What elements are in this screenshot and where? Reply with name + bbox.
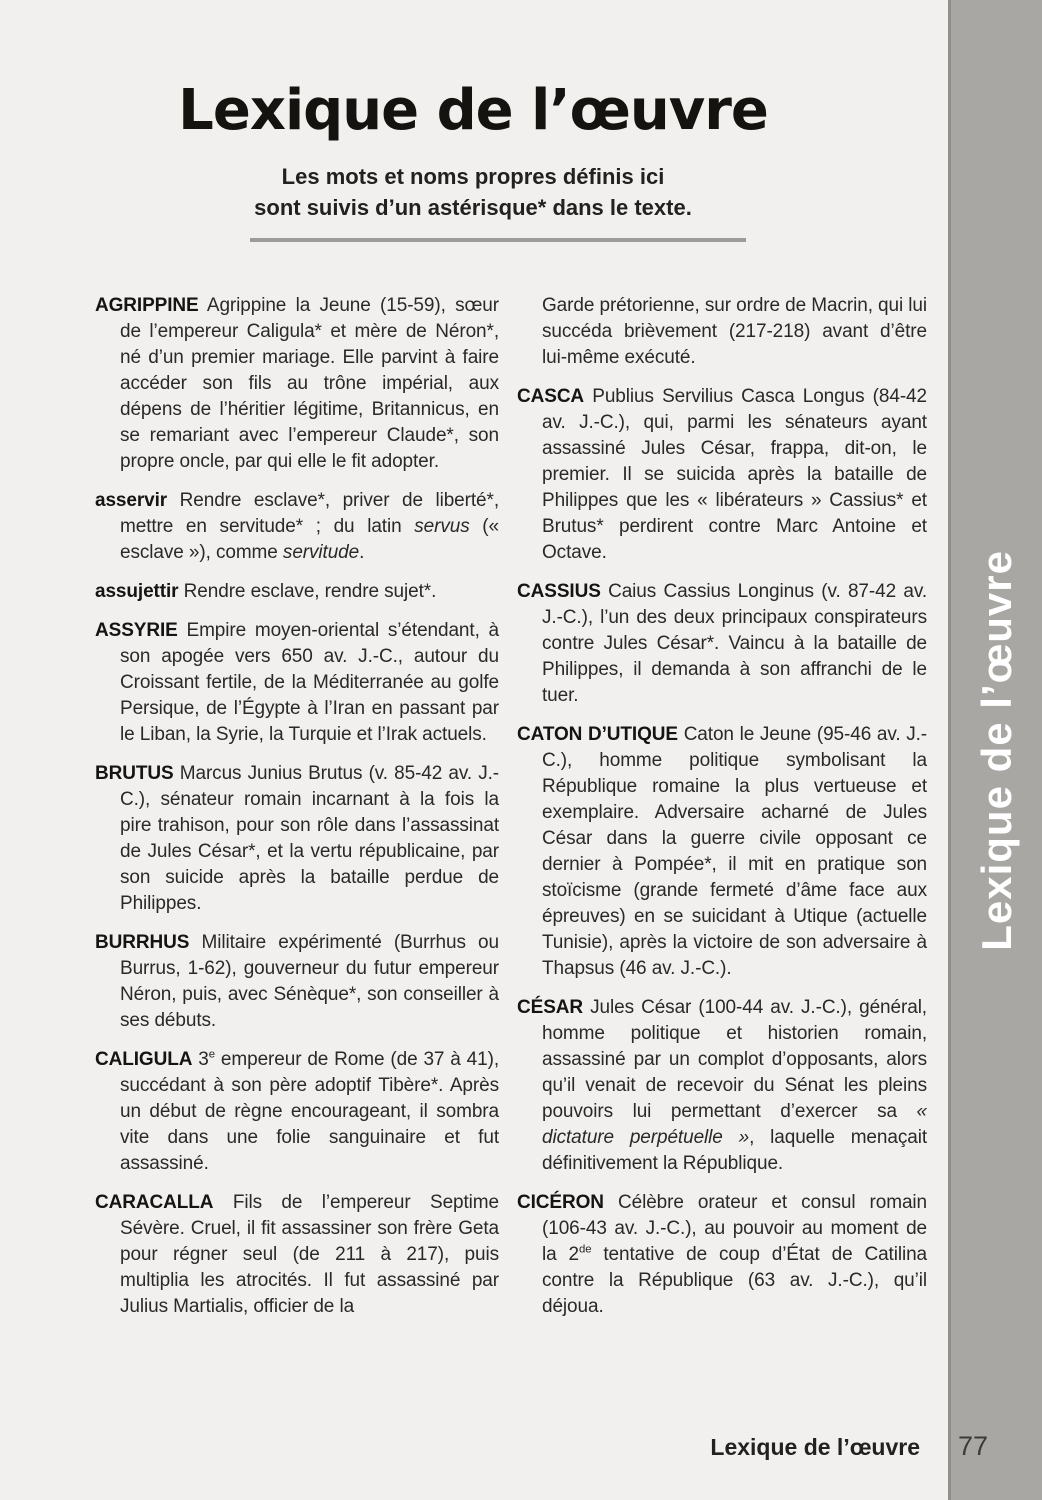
glossary-term: ASSYRIE [95, 620, 178, 641]
page-number: 77 [958, 1431, 989, 1461]
glossary-column-left [95, 293, 499, 1425]
glossary-entry: CARACALLA Fils de l’empereur Septime Sévère. Cruel, il fit assassiner son frère Geta pour régner seul (de 211 à 217), puis multiplia les atrocités. Il fut assassiné par Julius Martialis, officier de la [95, 1192, 499, 1317]
subtitle-line-2: sont suivis d’un astérisque* dans le texte. [254, 195, 692, 220]
glossary-entry: CATON D’UTIQUE Caton le Jeune (95-46 av. J.-C.), homme politique symbolisant la République romaine la plus vertueuse et exemplaire. Adversaire acharné de Jules César dans la guerre civile opposant ce dernier à Pompée*, il mit en pratique son stoïcisme (grande fermeté d’âme face aux épreuves) en se suicidant à Utique (actuelle Tunisie), après la victoire de son adversaire à Thapsus (46 av. J.-C.). [517, 724, 928, 979]
page-subtitle [0, 161, 946, 223]
glossary-term: assujettir [95, 581, 179, 602]
divider-rule [250, 238, 746, 242]
glossary-entry: CASSIUS Caius Cassius Longinus (v. 87-42 av. J.-C.), l’un des deux principaux conspirateurs contre Jules César*. Vaincu à la bataille de Philippes, il demanda à son affranchi de le tuer. [517, 581, 927, 706]
glossary-entry: asservir Rendre esclave*, priver de liberté*, mettre en servitude* ; du latin servus (« esclave »), comme servitude. [95, 490, 500, 563]
page-title: Lexique de l’œuvre [178, 78, 768, 143]
glossary-term: CATON D’UTIQUE [517, 724, 678, 745]
footer-section-label: Lexique de l’œuvre [710, 1434, 920, 1460]
page-header [0, 0, 946, 223]
glossary-term: CASCA [517, 386, 585, 407]
glossary-term: BRUTUS [95, 763, 174, 784]
glossary-term: CÉSAR [517, 997, 584, 1018]
glossary-entry: CALIGULA 3e empereur de Rome (de 37 à 41), succédant à son père adoptif Tibère*. Après un début de règne encourageant, il sombra vite dans une folie sanguinaire et fut assassiné. [95, 1048, 499, 1174]
side-tab-label: Lexique de l’œuvre [972, 549, 1020, 951]
glossary-entry: CASCA Publius Servilius Casca Longus (84-42 av. J.-C.), qui, parmi les sénateurs ayant assassiné Jules César, frappa, dit-on, le premier. Il se suicida après la bataille de Philippes que les « libérateurs » Cassius* et Brutus* perdirent contre Marc Antoine et Octave. [517, 386, 927, 563]
glossary-term: CALIGULA [95, 1049, 193, 1070]
glossary-entry: CÉSAR Jules César (100-44 av. J.-C.), général, homme politique et historien romain, assassiné par un complot d’opposants, alors qu’il venait de recevoir du Sénat les pleins pouvoirs lui permettant d’exercer sa « dictature perpétuelle », laquelle menaçait définitivement la République. [517, 997, 927, 1174]
subtitle-line-1: Les mots et noms propres définis ici [281, 164, 665, 189]
glossary-term: BURRHUS [95, 932, 190, 953]
glossary-term: asservir [95, 490, 168, 511]
glossary-term: CICÉRON [517, 1192, 604, 1213]
glossary-entry: BRUTUS Marcus Junius Brutus (v. 85-42 av. J.-C.), sénateur romain incarnant à la fois la pire trahison, pour son rôle dans l’assassinat de Jules César*, et la vertu républicaine, par son suicide après la bataille perdue de Philippes. [95, 763, 499, 914]
glossary-entry: assujettir Rendre esclave, rendre sujet*. [95, 581, 437, 602]
glossary-column-right [517, 293, 927, 1425]
glossary-entry: CICÉRON Célèbre orateur et consul romain (106-43 av. J.-C.), au pouvoir au moment de la 2de tentative de coup d’État de Catilina contre la République (63 av. J.-C.), qu’il déjoua. [517, 1192, 928, 1317]
side-tab-bar [948, 0, 1042, 1500]
glossary-entry-continuation: Garde prétorienne, sur ordre de Macrin, qui lui succéda brièvement (217-218) avant d’être lui-même exécuté. [542, 295, 927, 368]
glossary-term: AGRIPPINE [95, 295, 199, 316]
side-tab-label-wrap [951, 440, 1042, 1060]
glossary-entry: BURRHUS Militaire expérimenté (Burrhus ou Burrus, 1-62), gouverneur du futur empereur Néron, puis, avec Sénèque*, son conseiller à ses débuts. [95, 932, 499, 1031]
glossary [95, 293, 937, 1425]
glossary-term: CASSIUS [517, 581, 601, 602]
glossary-term: CARACALLA [95, 1192, 214, 1213]
glossary-entry: AGRIPPINE Agrippine la Jeune (15-59), sœur de l’empereur Caligula* et mère de Néron*, né d’un premier mariage. Elle parvint à faire accéder son fils au trône impérial, aux dépens de l’héritier légitime, Britannicus, en se remariant avec l’empereur Claude*, son propre oncle, par qui elle le fit adopter. [95, 295, 499, 472]
glossary-entry: ASSYRIE Empire moyen-oriental s’étendant, à son apogée vers 650 av. J.-C., autour du Croissant fertile, de la Méditerranée au golfe Persique, de l’Égypte à l’Iran en passant par le Liban, la Syrie, la Turquie et l’Irak actuels. [95, 620, 499, 745]
